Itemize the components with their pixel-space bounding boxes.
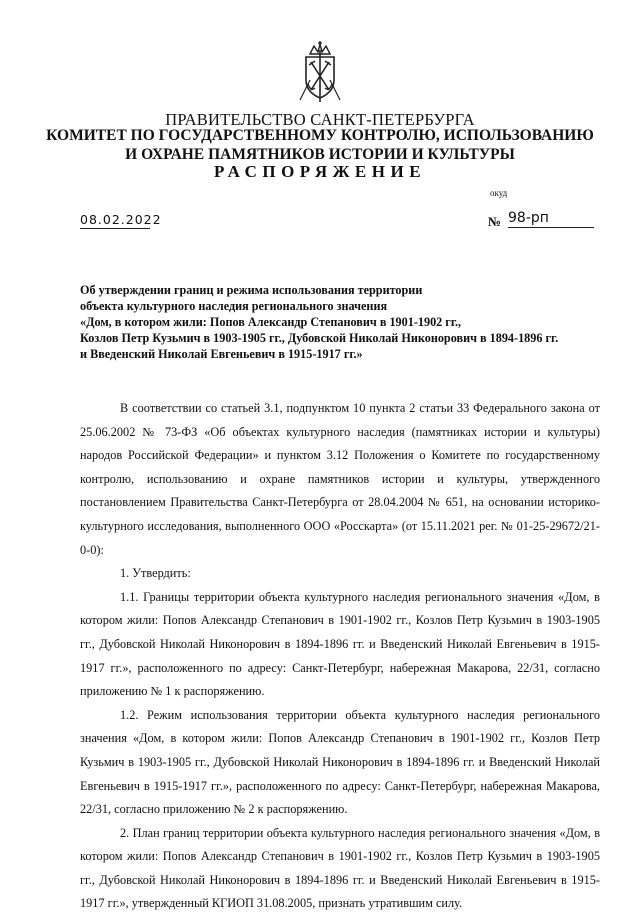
document-number: 98-рп — [508, 210, 594, 228]
coat-of-arms-icon — [296, 40, 344, 104]
committee-title-line: И ОХРАНЕ ПАМЯТНИКОВ ИСТОРИИ И КУЛЬТУРЫ — [125, 146, 515, 163]
document-date: 08.02.2022 — [80, 212, 162, 227]
heading-line: Об утверждении границ и режима использования территории — [80, 283, 423, 297]
number-sign: № — [488, 214, 502, 229]
document-heading — [80, 282, 590, 362]
heading-line: и Введенский Николай Евгеньевич в 1915-1917 гг.» — [80, 347, 363, 361]
body-paragraph: В соответствии со статьей 3.1, подпунктом 10 пункта 2 статьи 33 Федерального закона от 25.06.2002 № 73-ФЗ «Об объектах культурного наследия (памятниках истории и культуры) народов Российской Федерации» и пунктом 3.12 Положения о Комитете по государственному контролю, использованию и охране памятников истории и культуры, утвержденного постановлением Правительства Санкт-Петербурга от 28.04.2004 № 651, на основании историко-культурного исследования, выполненного ООО «Росскарта» (от 15.11.2021 рег. № 01-25-29672/21-0-0): — [80, 401, 600, 557]
government-title: ПРАВИТЕЛЬСТВО САНКТ-ПЕТЕРБУРГА — [165, 110, 475, 129]
document-type: РАСПОРЯЖЕНИЕ — [213, 162, 427, 181]
committee-title-line: КОМИТЕТ ПО ГОСУДАРСТВЕННОМУ КОНТРОЛЮ, ИСПОЛЬЗОВАНИЮ — [46, 127, 594, 144]
okud-label: окуд — [490, 188, 508, 198]
body-paragraph: 2. План границ территории объекта культурного наследия регионального значения «Дом, в котором жили: Попов Александр Степанович в 1901-1902 гг., Козлов Петр Кузьмич в 1903-1905 гг., Дубовской Николай Никонорович в 1894-1896 гг. и Введенский Николай Евгеньевич в 1915-1917 гг.», утвержденный КГИОП 31.08.2005, признать утратившим силу. — [80, 825, 600, 911]
heading-line: «Дом, в котором жили: Попов Александр Степанович в 1901-1902 гг., — [80, 315, 462, 329]
body-paragraph: 1.2. Режим использования территории объекта культурного наследия регионального значения «Дом, в котором жили: Попов Александр Степанович в 1901-1902 гг., Козлов Петр Кузьмич в 1903-1905 гг., Дубовской Николай Никонорович в 1894-1896 гг. и Введенский Николай Евгеньевич в 1915-1917 гг.», расположенного по адресу: Санкт-Петербург, набережная Макарова, 22/31, согласно приложению № 2 к распоряжению. — [80, 707, 600, 817]
heading-line: Козлов Петр Кузьмич в 1903-1905 гг., Дубовской Николай Никонорович в 1894-1896 гг. — [80, 331, 559, 345]
committee-title — [40, 126, 600, 164]
heading-line: объекта культурного наследия регионального значения — [80, 299, 388, 313]
body-paragraph: 1. Утвердить: — [120, 566, 191, 581]
document-body — [80, 397, 600, 916]
body-paragraph: 1.1. Границы территории объекта культурного наследия регионального значения «Дом, в котором жили: Попов Александр Степанович в 1901-1902 гг., Козлов Петр Кузьмич в 1903-1905 гг., Дубовской Николай Никонорович в 1894-1896 гг. и Введенский Николай Евгеньевич в 1915-1917 гг.», расположенного по адресу: Санкт-Петербург, набережная Макарова, 22/31, согласно приложению № 1 к распоряжению. — [80, 589, 600, 699]
